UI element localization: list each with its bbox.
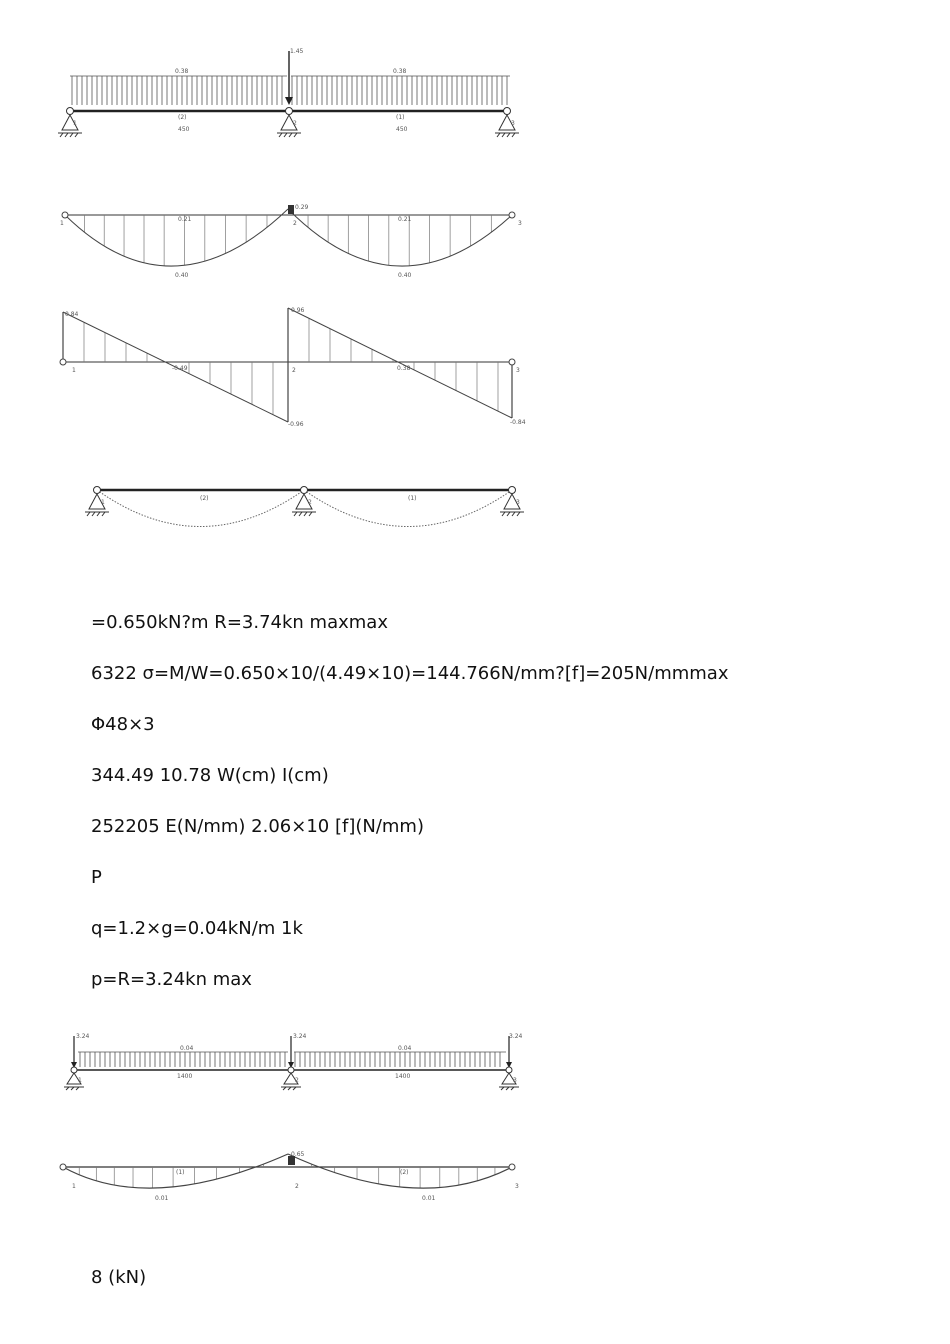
node-2-label: 2 bbox=[308, 499, 312, 506]
dist-load-right-label: 0.04 bbox=[398, 1045, 412, 1052]
member-left-label: (2) bbox=[178, 114, 187, 121]
bottom-mid-label: -0.96 bbox=[288, 421, 304, 428]
member-left-label: (2) bbox=[200, 495, 209, 502]
shear-diagram bbox=[0, 300, 560, 430]
node-1-label: 1 bbox=[72, 1183, 76, 1190]
node-1-label: 1 bbox=[60, 220, 64, 227]
node-2-label: 2 bbox=[293, 220, 297, 227]
member-right-label: (1) bbox=[408, 495, 417, 502]
node-2-label: 2 bbox=[295, 1077, 299, 1084]
bottom-right-label: -0.84 bbox=[510, 419, 526, 426]
load-diagram bbox=[0, 45, 560, 155]
text-line-7: q=1.2×g=0.04kN/m 1k bbox=[91, 918, 303, 939]
moment-diagram bbox=[0, 195, 560, 285]
right-peak-label: 0.40 bbox=[398, 272, 412, 279]
node-2-label: 2 bbox=[295, 1183, 299, 1190]
member-right-label: (1) bbox=[396, 114, 405, 121]
moment-diagram-2 bbox=[0, 1150, 560, 1210]
point-load-left-label: 3.24 bbox=[76, 1033, 90, 1040]
node-1-label: 1 bbox=[73, 120, 77, 127]
right-neg-label: 0.38 bbox=[397, 365, 411, 372]
node-3-label: 3 bbox=[516, 367, 520, 374]
text-line-6: P bbox=[91, 867, 102, 888]
text-line-4: 344.49 10.78 W(cm) I(cm) bbox=[91, 765, 329, 786]
left-peak-label: 0.40 bbox=[175, 272, 189, 279]
left-top-label: 0.84 bbox=[65, 311, 79, 318]
node-3-label: 3 bbox=[511, 120, 515, 127]
node-3-label: 3 bbox=[516, 499, 520, 506]
text-line-1: =0.650kN?m R=3.74kn maxmax bbox=[91, 612, 388, 633]
length-right-label: 450 bbox=[396, 126, 408, 133]
node-3-label: 3 bbox=[515, 1183, 519, 1190]
node-3-label: 3 bbox=[513, 1077, 517, 1084]
deflection-diagram bbox=[0, 478, 560, 548]
support-moment-label: 0.29 bbox=[295, 204, 309, 211]
dist-load-right-label: 0.38 bbox=[393, 68, 407, 75]
node-1-label: 1 bbox=[78, 1077, 82, 1084]
text-line-3: Φ48×3 bbox=[91, 714, 155, 735]
node-1-label: 1 bbox=[72, 367, 76, 374]
left-neg-label: -0.49 bbox=[172, 365, 188, 372]
length-left-label: 1400 bbox=[177, 1073, 193, 1080]
node-3-label: 3 bbox=[518, 220, 522, 227]
left-peak-label: 0.01 bbox=[155, 1195, 169, 1202]
right-mid-label: 0.21 bbox=[398, 216, 412, 223]
dist-load-left-label: 0.04 bbox=[180, 1045, 194, 1052]
load-diagram-2 bbox=[0, 1030, 560, 1100]
text-line-5: 252205 E(N/mm) 2.06×10 [f](N/mm) bbox=[91, 816, 424, 837]
point-load-label: 1.45 bbox=[290, 48, 304, 55]
node-1-label: 1 bbox=[101, 499, 105, 506]
right-mid-label: (2) bbox=[400, 1169, 409, 1176]
point-load-mid-label: 3.24 bbox=[293, 1033, 307, 1040]
left-mid-label: 0.21 bbox=[178, 216, 192, 223]
length-right-label: 1400 bbox=[395, 1073, 411, 1080]
text-line-8: p=R=3.24kn max bbox=[91, 969, 252, 990]
left-mid-label: (1) bbox=[176, 1169, 185, 1176]
dist-load-left-label: 0.38 bbox=[175, 68, 189, 75]
node-2-label: 2 bbox=[292, 367, 296, 374]
length-left-label: 450 bbox=[178, 126, 190, 133]
node-2-label: 2 bbox=[293, 120, 297, 127]
right-top-label: 0.96 bbox=[291, 307, 305, 314]
right-peak-label: 0.01 bbox=[422, 1195, 436, 1202]
point-load-right-label: 3.24 bbox=[509, 1033, 523, 1040]
text-line-2: 6322 σ=M/W=0.650×10/(4.49×10)=144.766N/mm?[f]=205N/mmmax bbox=[91, 663, 729, 684]
support-moment-label: 0.65 bbox=[291, 1151, 305, 1158]
text-line-9: 8 (kN) bbox=[91, 1267, 147, 1288]
